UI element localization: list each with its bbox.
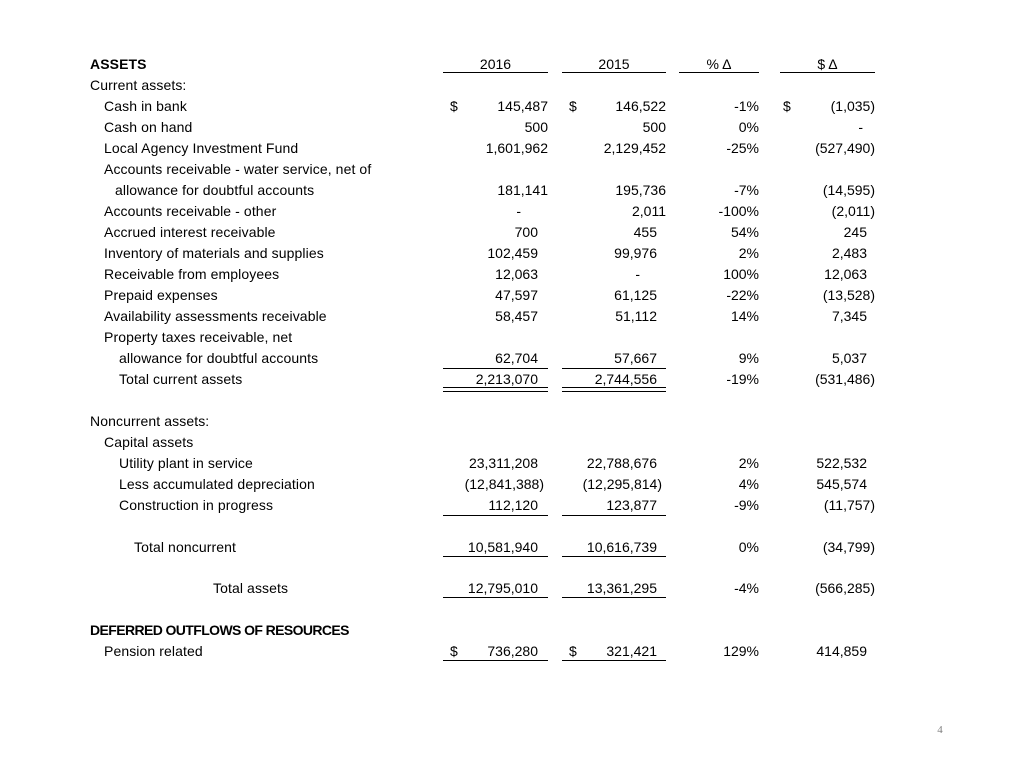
table-row bbox=[0, 474, 1024, 494]
row-label: Construction in progress bbox=[119, 497, 274, 513]
value-2016: 500 bbox=[524, 119, 548, 135]
pct-change: 2% bbox=[738, 245, 759, 261]
table-row bbox=[0, 201, 1024, 221]
table-row bbox=[0, 180, 1024, 200]
table-row bbox=[0, 285, 1024, 305]
value-2015: 2,129,452 bbox=[603, 140, 666, 156]
value-2016: 700 bbox=[514, 224, 538, 240]
value-2015: 195,736 bbox=[615, 182, 666, 198]
pct-change: -7% bbox=[734, 182, 759, 198]
header-underline-dollar bbox=[780, 72, 875, 73]
value-2016: 12,795,010 bbox=[467, 580, 538, 596]
value-2015: 2,744,556 bbox=[594, 371, 657, 387]
value-2016: 102,459 bbox=[487, 245, 538, 261]
value-2016: 1,601,962 bbox=[485, 140, 548, 156]
pct-change: 14% bbox=[730, 308, 759, 324]
dollar-change: (14,595) bbox=[822, 182, 875, 198]
value-2015: 99,976 bbox=[614, 245, 657, 261]
pct-change: 0% bbox=[738, 539, 759, 555]
table-row bbox=[0, 222, 1024, 242]
row-label: Less accumulated depreciation bbox=[119, 476, 315, 492]
value-2016: 12,063 bbox=[495, 266, 538, 282]
table-row bbox=[0, 453, 1024, 473]
pct-change: 4% bbox=[738, 476, 759, 492]
noncurrent-heading: Noncurrent assets: bbox=[90, 413, 210, 429]
deferred-heading-row bbox=[0, 620, 1024, 640]
pct-change: -19% bbox=[726, 371, 759, 387]
value-2015: 500 bbox=[642, 119, 666, 135]
row-label: Property taxes receivable, net bbox=[104, 329, 293, 345]
dollar-change: 5,037 bbox=[831, 350, 867, 366]
dollar-change: (527,490) bbox=[815, 140, 875, 156]
table-row bbox=[0, 641, 1024, 661]
currency-symbol: $ bbox=[450, 643, 458, 659]
dollar-change: 414,859 bbox=[816, 643, 867, 659]
value-2016: 145,487 bbox=[497, 98, 548, 114]
col-header-pct-change: % Δ bbox=[706, 56, 732, 72]
pct-change: -100% bbox=[718, 203, 759, 219]
dollar-change: 545,574 bbox=[816, 476, 867, 492]
header-underline-2016 bbox=[443, 72, 548, 73]
noncurrent-underline-2015 bbox=[562, 515, 666, 516]
value-2015: 22,788,676 bbox=[586, 455, 657, 471]
value-2016: 58,457 bbox=[495, 308, 538, 324]
dollar-change: (566,285) bbox=[815, 580, 875, 596]
dollar-change: (11,757) bbox=[823, 497, 875, 513]
pct-change: 9% bbox=[738, 350, 759, 366]
value-2015: 51,112 bbox=[615, 308, 657, 324]
col-header-2015: 2015 bbox=[598, 56, 630, 72]
row-label: Total noncurrent bbox=[134, 539, 236, 555]
table-row bbox=[0, 495, 1024, 515]
col-header-dollar-change: $ Δ bbox=[817, 56, 838, 72]
value-2015: 61,125 bbox=[614, 287, 657, 303]
row-label: allowance for doubtful accounts bbox=[115, 182, 315, 198]
row-label: Accounts receivable - water service, net of bbox=[104, 161, 372, 177]
dollar-change: 12,063 bbox=[824, 266, 867, 282]
row-label: Total assets bbox=[213, 580, 289, 596]
value-2015: 10,616,739 bbox=[586, 539, 657, 555]
dollar-change: (13,528) bbox=[822, 287, 875, 303]
value-2016: 10,581,940 bbox=[467, 539, 538, 555]
dollar-change: 2,483 bbox=[831, 245, 867, 261]
col-header-2016: 2016 bbox=[479, 56, 512, 72]
table-row bbox=[0, 117, 1024, 137]
total-assets-underline-2015 bbox=[562, 597, 666, 598]
pct-change: -22% bbox=[726, 287, 759, 303]
value-2015: 455 bbox=[633, 224, 657, 240]
header-row bbox=[0, 54, 1024, 74]
row-label: Total current assets bbox=[119, 371, 243, 387]
value-2015: 146,522 bbox=[615, 98, 666, 114]
value-2016: 112,120 bbox=[488, 497, 538, 513]
assets-heading: ASSETS bbox=[90, 56, 147, 72]
value-2015: 321,421 bbox=[606, 643, 657, 659]
pct-change: -1% bbox=[734, 98, 759, 114]
pct-change: -25% bbox=[726, 140, 759, 156]
row-label: Availability assessments receivable bbox=[104, 308, 327, 324]
table-row bbox=[0, 264, 1024, 284]
value-2016: - bbox=[516, 203, 521, 219]
pct-change: 0% bbox=[738, 119, 759, 135]
dollar-change: 522,532 bbox=[816, 455, 867, 471]
dollar-change: - bbox=[858, 119, 863, 135]
value-2015: (12,295,814) bbox=[582, 476, 662, 492]
current-assets-heading-row bbox=[0, 75, 1024, 95]
total-assets-underline-2016 bbox=[443, 597, 548, 598]
value-2015: 123,877 bbox=[606, 497, 657, 513]
table-row bbox=[0, 138, 1024, 158]
value-2016: 736,280 bbox=[487, 643, 538, 659]
row-label: Receivable from employees bbox=[104, 266, 280, 282]
dollar-change: 7,345 bbox=[831, 308, 867, 324]
currency-symbol: $ bbox=[783, 98, 791, 114]
dollar-change: (1,035) bbox=[830, 98, 875, 114]
table-row-total-noncurrent bbox=[0, 537, 1024, 557]
row-label: Utility plant in service bbox=[119, 455, 253, 471]
noncurrent-heading-row bbox=[0, 411, 1024, 431]
row-label: Cash in bank bbox=[104, 98, 187, 114]
pct-change: -4% bbox=[734, 580, 759, 596]
header-underline-pct bbox=[679, 72, 759, 73]
table-row bbox=[0, 327, 1024, 347]
currency-symbol: $ bbox=[569, 98, 577, 114]
pct-change: 100% bbox=[723, 266, 759, 282]
noncurrent-total-underline-2015 bbox=[562, 556, 666, 557]
pct-change: 129% bbox=[723, 643, 759, 659]
total-double-underline-2015 bbox=[562, 387, 666, 392]
value-2016: 62,704 bbox=[495, 350, 538, 366]
deferred-underline-2015 bbox=[562, 660, 666, 661]
value-2016: 23,311,208 bbox=[468, 455, 538, 471]
noncurrent-total-underline-2016 bbox=[443, 556, 548, 557]
value-2015: - bbox=[635, 266, 640, 282]
dollar-change: 245 bbox=[843, 224, 867, 240]
table-row bbox=[0, 243, 1024, 263]
value-2016: (12,841,388) bbox=[464, 476, 544, 492]
deferred-heading: DEFERRED OUTFLOWS OF RESOURCES bbox=[90, 622, 349, 638]
row-label: Accounts receivable - other bbox=[104, 203, 277, 219]
table-row-total-assets bbox=[0, 578, 1024, 598]
row-label: Cash on hand bbox=[104, 119, 193, 135]
table-row bbox=[0, 159, 1024, 179]
dollar-change: (531,486) bbox=[815, 371, 875, 387]
row-label: Accrued interest receivable bbox=[104, 224, 276, 240]
row-label: Prepaid expenses bbox=[104, 287, 218, 303]
capital-assets-heading: Capital assets bbox=[104, 434, 194, 450]
row-label: allowance for doubtful accounts bbox=[119, 350, 319, 366]
dollar-change: (34,799) bbox=[822, 539, 875, 555]
table-row-total-current bbox=[0, 369, 1024, 389]
table-row bbox=[0, 306, 1024, 326]
table-row bbox=[0, 96, 1024, 116]
dollar-change: (2,011) bbox=[831, 203, 875, 219]
value-2016: 47,597 bbox=[495, 287, 538, 303]
pct-change: 54% bbox=[730, 224, 759, 240]
value-2015: 13,361,295 bbox=[586, 580, 657, 596]
value-2016: 2,213,070 bbox=[475, 371, 538, 387]
value-2015: 2,011 bbox=[632, 203, 666, 219]
currency-symbol: $ bbox=[569, 643, 577, 659]
deferred-underline-2016 bbox=[443, 660, 548, 661]
row-label: Local Agency Investment Fund bbox=[104, 140, 299, 156]
total-double-underline-2016 bbox=[443, 387, 548, 392]
table-row bbox=[0, 348, 1024, 368]
page-number: 4 bbox=[937, 724, 943, 736]
pct-change: 2% bbox=[738, 455, 759, 471]
current-assets-heading: Current assets: bbox=[90, 77, 187, 93]
pct-change: -9% bbox=[734, 497, 759, 513]
capital-assets-heading-row bbox=[0, 432, 1024, 452]
currency-symbol: $ bbox=[450, 98, 458, 114]
noncurrent-underline-2016 bbox=[443, 515, 548, 516]
value-2015: 57,667 bbox=[614, 350, 657, 366]
row-label: Pension related bbox=[104, 643, 203, 659]
header-underline-2015 bbox=[562, 72, 666, 73]
row-label: Inventory of materials and supplies bbox=[104, 245, 324, 261]
value-2016: 181,141 bbox=[497, 182, 548, 198]
